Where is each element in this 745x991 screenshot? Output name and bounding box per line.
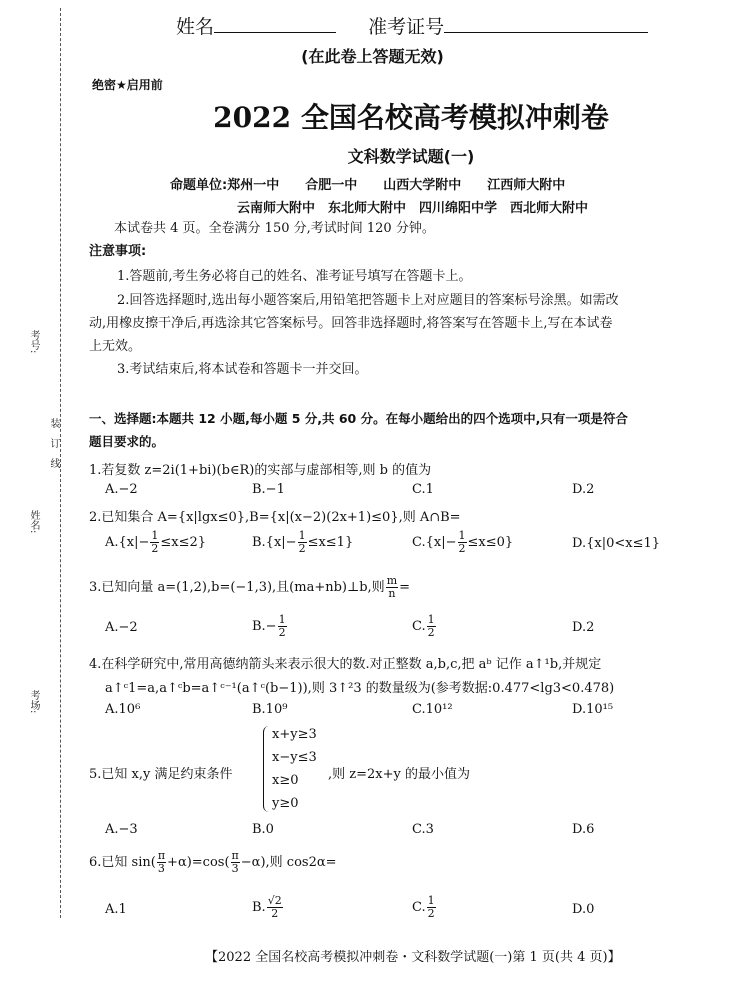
note-2-b: 动,用橡皮擦干净后,再选涂其它答案标号。回答非选择题时,将答案写在答题卡上,写在本试卷 [89, 316, 613, 331]
secret-label: 绝密★启用前 [92, 78, 163, 92]
page-footer: 【2022 全国名校高考模拟冲刺卷・文科数学试题(一)第 1 页(共 4 页)】 [205, 950, 621, 965]
units-line-1: 命题单位:郑州一中 合肥一中 山西大学附中 江西师大附中 [170, 178, 566, 193]
intro-text: 本试卷共 4 页。全卷满分 150 分,考试时间 120 分钟。 [114, 221, 435, 236]
notes-heading: 注意事项: [89, 244, 147, 259]
side-room-label: 考场: [28, 690, 39, 714]
q2-option-d: D.{x|0<x≤1} [572, 536, 661, 551]
q1-option-a: A.−2 [105, 482, 138, 497]
q5-option-b: B.0 [252, 822, 274, 837]
name-label: 姓名 [176, 16, 215, 38]
q4-option-c: C.10¹² [412, 702, 453, 717]
q1-option-d: D.2 [572, 482, 595, 497]
question-2-stem: 2.已知集合 A={x|lgx≤0},B={x|(x−2)(2x+1)≤0},则 A∩B= [89, 510, 461, 525]
constraint-1: x+y≥3 [272, 727, 317, 742]
q1-option-b: B.−1 [252, 482, 285, 497]
constraint-4: y≥0 [272, 796, 299, 811]
q6-option-c: C. $\frac{1}{2}$ [412, 894, 435, 920]
question-1-stem: 1.若复数 z=2i(1+bi)(b∈R)的实部与虚部相等,则 b 的值为 [89, 463, 432, 478]
constraint-3: x≥0 [272, 773, 299, 788]
q3-option-b: B.− $\frac{1}{2}$ [252, 613, 286, 639]
units-line-2: 云南师大附中 东北师大附中 四川绵阳中学 西北师大附中 [237, 201, 589, 216]
q2-option-b: B.{x|− $\frac{1}{2}$ ≤x≤1} [252, 529, 354, 555]
name-blank [214, 14, 336, 33]
constraint-2: x−y≤3 [272, 750, 317, 765]
q6-option-d: D.0 [572, 902, 595, 917]
q3-option-c: C. $\frac{1}{2}$ [412, 613, 435, 639]
q1-option-c: C.1 [412, 482, 434, 497]
note-2-a: 2.回答选择题时,选出每小题答案后,用铅笔把答题卡上对应题目的答案标号涂黑。如需改 [117, 293, 619, 308]
q4-option-b: B.10⁹ [252, 702, 288, 717]
question-4-line-1: 4.在科学研究中,常用高德纳箭头来表示很大的数.对正整数 a,b,c,把 aᵇ 记作 a↑¹b,并规定 [89, 657, 602, 672]
exam-subtitle: 文科数学试题(一) [347, 147, 475, 166]
q5-option-d: D.6 [572, 822, 595, 837]
note-1: 1.答题前,考生务必将自己的姓名、准考证号填写在答题卡上。 [117, 269, 472, 284]
note-2-c: 上无效。 [89, 339, 142, 354]
section-1-line-1: 一、选择题:本题共 12 小题,每小题 5 分,共 60 分。在每小题给出的四个选项中,只有一项是符合 [89, 411, 628, 426]
exam-title: 2022 全国名校高考模拟冲刺卷 [213, 101, 609, 134]
q6-option-a: A.1 [105, 902, 127, 917]
q2-option-c: C.{x|− $\frac{1}{2}$ ≤x≤0} [412, 529, 514, 555]
question-4-line-2: a↑ᶜ1=a,a↑ᶜb=a↑ᶜ⁻¹(a↑ᶜ(b−1)),则 3↑²3 的数量级为(参考数据:0.477<lg3<0.478) [105, 681, 615, 696]
side-binding-text: 装 订 线 [48, 418, 59, 468]
question-5-stem-post: ,则 z=2x+y 的最小值为 [328, 767, 470, 782]
question-3-stem: 3.已知向量 a=(1,2),b=(−1,3),且(ma+nb)⊥b,则 $\frac{m}{n}$ = [89, 574, 411, 600]
side-exam-no-label: 考号: [28, 330, 39, 354]
question-5-stem-pre: 5.已知 x,y 满足约束条件 [89, 767, 233, 782]
note-3: 3.考试结束后,将本试卷和答题卡一并交回。 [117, 362, 368, 377]
q6-option-b: B. $\frac{√2}{2}$ [252, 894, 282, 920]
side-name-label: 姓名: [28, 510, 39, 534]
q5-option-c: C.3 [412, 822, 434, 837]
question-6-stem: 6.已知 sin( $\frac{\pi}{3}$ +α)=cos( $\frac{\pi}{3}$ −α),则 cos2α= [89, 849, 337, 875]
q2-option-a: A.{x|− $\frac{1}{2}$ ≤x≤2} [105, 529, 207, 555]
q4-option-a: A.10⁶ [105, 702, 141, 717]
exam-no-label: 准考证号 [368, 16, 445, 38]
q5-option-a: A.−3 [105, 822, 138, 837]
constraint-brace [263, 726, 272, 812]
section-1-line-2: 题目要求的。 [89, 434, 165, 449]
q4-option-d: D.10¹⁵ [572, 702, 614, 717]
exam-no-blank [444, 14, 648, 33]
invalid-note: (在此卷上答题无效) [301, 47, 444, 66]
q3-option-d: D.2 [572, 620, 595, 635]
q3-option-a: A.−2 [105, 620, 138, 635]
candidate-header [176, 12, 648, 39]
